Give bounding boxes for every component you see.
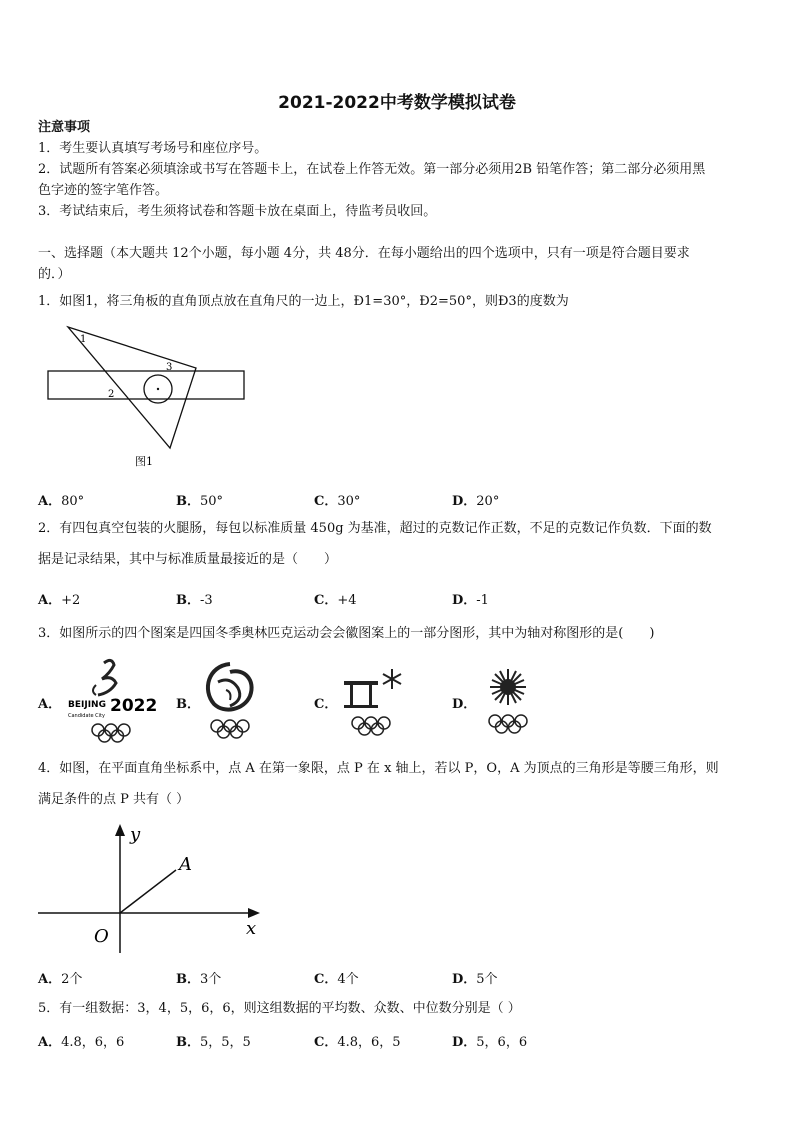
logo-beijing-2022-icon	[66, 655, 161, 743]
option-c: C．30°	[314, 494, 361, 509]
option-d: D．	[452, 697, 477, 712]
angle-label-2: 2	[108, 389, 115, 400]
option-c: C．+4	[314, 593, 357, 608]
option-c: C．	[314, 697, 338, 712]
option-c: C．4个	[314, 972, 359, 987]
figure-1-diagram	[40, 320, 255, 470]
coordinate-plane-figure	[36, 818, 266, 958]
y-axis-label: y	[130, 824, 141, 845]
question-3-stem: 3．如图所示的四个图案是四国冬季奥林匹克运动会会徽图案上的一部分图形，其中为轴对称图形的是( )	[38, 626, 655, 641]
notice-item: 2．试题所有答案必须填涂或书写在答题卡上，在试卷上作答无效。第一部分必须用2B 铅笔作答；第二部分必须用黑	[38, 162, 706, 177]
point-a-label: A	[179, 854, 192, 875]
angle-label-3: 3	[166, 362, 173, 373]
notice-heading: 注意事项	[38, 120, 91, 135]
option-a: A．+2	[38, 593, 81, 608]
notice-item: 色字迹的签字笔作答。	[38, 183, 169, 198]
logo-gate-star-icon	[340, 665, 405, 743]
logo-snowflake-icon	[478, 665, 538, 743]
option-d: D．5，6，6	[452, 1035, 528, 1050]
question-4-stem-cont: 满足条件的点 P 共有（ ）	[38, 792, 190, 807]
page-title: 2021-2022中考数学模拟试卷	[278, 93, 516, 113]
section-heading: 一、选择题（本大题共 12个小题，每小题 4分，共 48分．在每小题给出的四个选项中，只有一项是符合题目要求	[38, 246, 690, 261]
section-heading-cont: 的．）	[38, 267, 71, 282]
option-d: D．5个	[452, 972, 498, 987]
notice-item: 1．考生要认真填写考场号和座位序号。	[38, 141, 268, 156]
option-a: A．	[38, 697, 62, 712]
question-5-stem: 5．有一组数据：3，4，5，6，6，则这组数据的平均数、众数、中位数分别是（ ）	[38, 1001, 521, 1016]
option-b: B．3个	[176, 972, 222, 987]
x-axis-label: x	[246, 918, 257, 939]
figure-caption: 图1	[135, 455, 153, 468]
notice-item: 3．考试结束后，考生须将试卷和答题卡放在桌面上，待监考员收回。	[38, 204, 437, 219]
option-d: D．-1	[452, 593, 489, 608]
logo-swirl-icon	[200, 660, 260, 742]
option-a: A．4.8，6，6	[38, 1035, 125, 1050]
svg-text:Candidate City: Candidate City	[68, 713, 105, 719]
svg-text:BEIJING: BEIJING	[68, 700, 106, 710]
option-a: A．80°	[38, 494, 85, 509]
question-2-stem-cont: 据是记录结果，其中与标准质量最接近的是（ ）	[38, 552, 338, 567]
question-4-stem: 4．如图，在平面直角坐标系中，点 A 在第一象限，点 P 在 x 轴上，若以 P，O，A 为顶点的三角形是等腰三角形，则	[38, 761, 719, 776]
angle-label-1: 1	[80, 334, 87, 345]
option-a: A．2个	[38, 972, 83, 987]
option-b: B．5，5，5	[176, 1035, 251, 1050]
option-b: B．-3	[176, 593, 213, 608]
question-1-stem: 1．如图1，将三角板的直角顶点放在直角尺的一边上，Ð1=30°，Ð2=50°，则Ð3的度数为	[38, 294, 569, 309]
question-2-stem: 2．有四包真空包装的火腿肠，每包以标准质量 450g 为基准，超过的克数记作正数，不足的克数记作负数．下面的数	[38, 521, 712, 536]
option-c: C．4.8，6，5	[314, 1035, 401, 1050]
option-b: B．	[176, 697, 200, 712]
option-d: D．20°	[452, 494, 500, 509]
svg-text:2022: 2022	[110, 696, 158, 716]
origin-label: O	[94, 926, 109, 947]
option-b: B．50°	[176, 494, 224, 509]
